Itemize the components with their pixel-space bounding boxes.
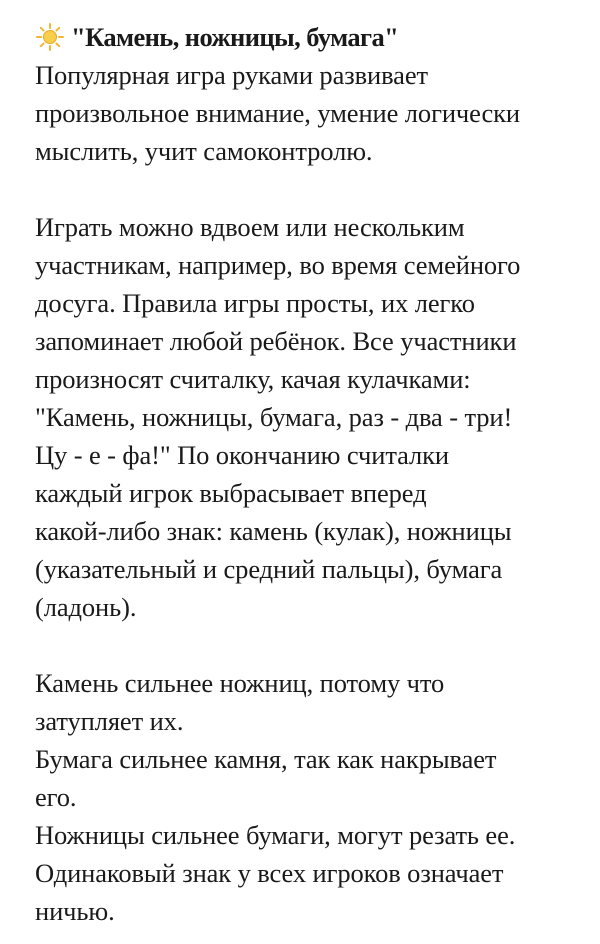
outcome-paper: Бумага сильнее камня, так как накрывает его. (35, 744, 497, 812)
post-text (35, 18, 580, 930)
post-title-row (35, 18, 580, 56)
post-title: "Камень, ножницы, бумага" (71, 22, 399, 52)
paragraph-gap (35, 170, 580, 208)
outcome-rock: Камень сильнее ножниц, потому что затупляет их. (35, 668, 445, 736)
outcome-draw: Одинаковый знак у всех игроков означает ничью. (35, 858, 504, 926)
rules-paragraph: Играть можно вдвоем или нескольким участникам, например, во время семейного досуга. Правила игры просты, их легко запоминает любой ребёнок. Все участники произносят считалку, качая кулачками: "Камень, ножницы, бумага, раз - два - три! Цу - е - фа!" По окончанию считалки каждый игрок выбрасывает вперед какой-либо знак: камень (кулак), ножницы (указательный и средний пальцы), бумага (ладонь). (35, 212, 521, 622)
outcome-scissors: Ножницы сильнее бумаги, могут резать ее. (35, 820, 516, 850)
sun-icon (35, 22, 65, 52)
intro-paragraph: Популярная игра руками развивает произвольное внимание, умение логически мыслить, учит самоконтролю. (35, 60, 520, 166)
paragraph-gap (35, 626, 580, 664)
